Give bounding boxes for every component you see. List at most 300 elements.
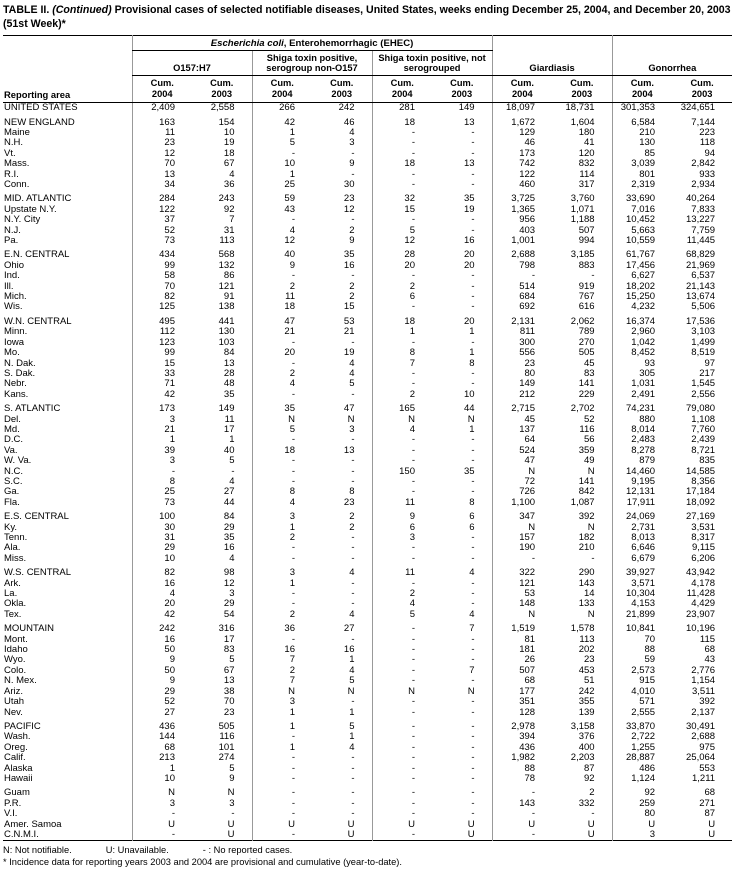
- value-cell: 4: [229, 169, 235, 180]
- value-cell: 21,899: [612, 610, 672, 620]
- value-cell: 181: [492, 645, 552, 655]
- value-cell: 150: [372, 467, 432, 477]
- value-cell: U: [252, 820, 312, 830]
- value-cell: 2,556: [691, 389, 716, 400]
- value-cell: 2: [252, 610, 312, 620]
- value-cell: 149: [218, 404, 235, 415]
- value-cell: 801: [612, 170, 672, 180]
- value-cell: -: [351, 337, 355, 348]
- value-cell: -: [471, 487, 475, 498]
- value-cell: 18: [372, 118, 432, 128]
- cum-year-header: Cum. 2003: [672, 76, 732, 103]
- value-cell: 54: [223, 609, 235, 620]
- value-cell: U: [612, 820, 672, 830]
- value-cell: 37: [132, 215, 192, 225]
- value-cell: 16,374: [612, 317, 672, 327]
- value-cell: -: [231, 466, 235, 477]
- value-cell: 403: [492, 226, 552, 236]
- value-cell: 2: [349, 292, 355, 303]
- value-cell: 143: [578, 578, 595, 589]
- value-cell: -: [471, 763, 475, 774]
- value-cell: -: [351, 578, 355, 589]
- value-cell: 8,013: [612, 533, 672, 543]
- value-cell: -: [252, 635, 312, 645]
- value-cell: 1,519: [492, 624, 552, 634]
- value-cell: -: [471, 445, 475, 456]
- value-cell: 16: [223, 543, 235, 554]
- value-cell: 568: [218, 250, 235, 261]
- value-cell: 7: [469, 665, 475, 676]
- value-cell: 2: [589, 788, 595, 799]
- value-cell: 137: [492, 425, 552, 435]
- table-row: [3, 138, 732, 148]
- value-cell: 742: [492, 159, 552, 169]
- value-cell: 21: [252, 327, 312, 337]
- legend-not-notifiable: N: Not notifiable.: [3, 845, 72, 856]
- reporting-area-cell: Ind.: [4, 271, 20, 282]
- value-cell: 73: [132, 498, 192, 508]
- value-cell: 2,409: [132, 103, 192, 114]
- value-cell: 121: [492, 579, 552, 589]
- value-cell: 10: [223, 127, 235, 138]
- value-cell: -: [132, 809, 192, 819]
- reporting-area-cell: Nebr.: [4, 379, 27, 390]
- value-cell: 33,870: [612, 722, 672, 732]
- value-cell: 84: [223, 512, 235, 523]
- value-cell: 80: [492, 369, 552, 379]
- value-cell: -: [351, 753, 355, 764]
- value-cell: -: [252, 764, 312, 774]
- table-row: [3, 624, 732, 634]
- reporting-area-cell: Ala.: [4, 543, 21, 554]
- reporting-area-cell: N. Mex.: [4, 676, 37, 687]
- value-cell: 33,690: [612, 194, 672, 204]
- value-cell: 2,715: [492, 404, 552, 414]
- shiga-non-o157-header: Shiga toxin positive, serogroup non-O157: [252, 50, 372, 76]
- value-cell: 5: [372, 610, 432, 620]
- value-cell: -: [252, 435, 312, 445]
- value-cell: 4: [372, 599, 432, 609]
- value-cell: -: [351, 466, 355, 477]
- value-cell: 91: [223, 292, 235, 303]
- value-cell: -: [351, 543, 355, 554]
- value-cell: 6,206: [691, 553, 716, 564]
- value-cell: 92: [223, 204, 235, 215]
- value-cell: 72: [492, 477, 552, 487]
- value-cell: N: [492, 523, 552, 533]
- value-cell: 2: [349, 512, 355, 523]
- value-cell: 7,833: [691, 204, 716, 215]
- reporting-area-cell: Del.: [4, 414, 21, 425]
- value-cell: 70: [612, 635, 672, 645]
- value-cell: 144: [132, 732, 192, 742]
- value-cell: 125: [132, 302, 192, 312]
- table-row: [3, 764, 732, 774]
- value-cell: 13,674: [686, 292, 716, 303]
- value-cell: 2,573: [612, 666, 672, 676]
- value-cell: 400: [578, 742, 595, 753]
- value-cell: 35: [464, 466, 475, 477]
- value-cell: 149: [458, 102, 475, 114]
- value-cell: 2,978: [492, 722, 552, 732]
- value-cell: 6,627: [612, 271, 672, 281]
- value-cell: 70: [223, 697, 235, 708]
- value-cell: 6,537: [691, 271, 716, 282]
- footnote-incidence: * Incidence data for reporting years 2003 and 2004 are provisional and cumulative (year-to-date).: [3, 857, 402, 868]
- reporting-area-cell: Maine: [4, 127, 30, 138]
- value-cell: 486: [612, 764, 672, 774]
- value-cell: 12: [132, 149, 192, 159]
- value-cell: 83: [223, 645, 235, 656]
- legend-no-cases: - : No reported cases.: [202, 845, 293, 856]
- value-cell: -: [372, 456, 432, 466]
- value-cell: 139: [578, 707, 595, 718]
- value-cell: 27,169: [686, 512, 716, 523]
- table-row: [3, 180, 732, 190]
- table-row: [3, 477, 732, 487]
- value-cell: 290: [578, 568, 595, 579]
- table-row: [3, 635, 732, 645]
- value-cell: 301,353: [612, 103, 672, 114]
- table-row: [3, 292, 732, 302]
- notifiable-diseases-table: [3, 35, 732, 842]
- value-cell: -: [252, 149, 312, 159]
- reporting-area-cell: Mo.: [4, 348, 20, 359]
- value-cell: 789: [578, 327, 595, 338]
- value-cell: 5: [229, 655, 235, 666]
- value-cell: 1: [132, 435, 192, 445]
- value-cell: 52: [132, 697, 192, 707]
- value-cell: 300: [492, 338, 552, 348]
- value-cell: -: [471, 379, 475, 390]
- value-cell: 271: [699, 798, 716, 809]
- table-row: [3, 446, 732, 456]
- table-row: [3, 250, 732, 260]
- reporting-area-cell: Wyo.: [4, 655, 26, 666]
- value-cell: 217: [699, 368, 716, 379]
- value-cell: 2: [252, 533, 312, 543]
- table-row: [3, 159, 732, 169]
- value-cell: 19: [464, 204, 475, 215]
- value-cell: 11: [372, 498, 432, 508]
- value-cell: N: [587, 522, 595, 533]
- value-cell: 210: [612, 128, 672, 138]
- cum-year-header: Cum. 2004: [132, 76, 192, 103]
- value-cell: 223: [699, 127, 716, 138]
- value-cell: 21: [343, 327, 355, 338]
- value-cell: 177: [492, 687, 552, 697]
- value-cell: 17,911: [612, 498, 672, 508]
- value-cell: -: [252, 338, 312, 348]
- value-cell: -: [372, 149, 432, 159]
- value-cell: N: [372, 687, 432, 697]
- value-cell: 35: [343, 250, 355, 261]
- value-cell: 13,227: [686, 215, 716, 226]
- reporting-area-cell: Ga.: [4, 487, 20, 498]
- value-cell: 93: [612, 359, 672, 369]
- value-cell: 3,571: [612, 579, 672, 589]
- giardiasis-header: Giardiasis: [492, 35, 612, 76]
- value-cell: 811: [492, 327, 552, 337]
- value-cell: 99: [132, 348, 192, 358]
- value-cell: 43: [704, 655, 716, 666]
- value-cell: 322: [492, 568, 552, 578]
- value-cell: 5: [349, 676, 355, 687]
- value-cell: -: [372, 732, 432, 742]
- table-row: [3, 404, 732, 414]
- value-cell: 47: [492, 456, 552, 466]
- reporting-area-cell: W.N. CENTRAL: [4, 316, 72, 327]
- value-cell: -: [471, 148, 475, 159]
- value-cell: 441: [218, 316, 235, 327]
- value-cell: 18: [372, 159, 432, 169]
- value-cell: -: [252, 271, 312, 281]
- value-cell: 122: [492, 170, 552, 180]
- value-cell: 18,092: [686, 497, 716, 508]
- value-cell: -: [252, 799, 312, 809]
- value-cell: -: [471, 533, 475, 543]
- value-cell: 5,506: [691, 302, 716, 313]
- value-cell: -: [252, 390, 312, 400]
- value-cell: 133: [578, 599, 595, 610]
- value-cell: 571: [612, 697, 672, 707]
- value-cell: 1: [252, 128, 312, 138]
- value-cell: -: [132, 830, 192, 841]
- value-cell: -: [372, 624, 432, 634]
- value-cell: -: [471, 180, 475, 190]
- value-cell: 16: [252, 645, 312, 655]
- value-cell: 67: [223, 159, 235, 170]
- cum-year-header: Cum. 2004: [492, 76, 552, 103]
- reporting-area-cell: N.H.: [4, 138, 23, 149]
- value-cell: 975: [699, 742, 716, 753]
- value-cell: -: [252, 788, 312, 798]
- value-cell: 98: [223, 568, 235, 579]
- value-cell: 23: [223, 707, 235, 718]
- reporting-area-cell: Conn.: [4, 180, 30, 190]
- value-cell: 115: [699, 634, 716, 645]
- value-cell: 40: [252, 250, 312, 260]
- value-cell: 281: [372, 103, 432, 114]
- value-cell: 31: [132, 533, 192, 543]
- value-cell: 4,232: [612, 302, 672, 312]
- table-row: [3, 467, 732, 477]
- reporting-area-cell: Wis.: [4, 302, 23, 313]
- value-cell: -: [351, 271, 355, 282]
- table-row: [3, 118, 732, 128]
- value-cell: -: [471, 302, 475, 313]
- value-cell: 84: [223, 348, 235, 359]
- value-cell: 317: [578, 180, 595, 190]
- value-cell: 1,672: [492, 118, 552, 128]
- reporting-area-cell: C.N.M.I.: [4, 829, 39, 840]
- value-cell: 3: [612, 830, 672, 841]
- value-cell: -: [372, 666, 432, 676]
- value-cell: 2,731: [612, 523, 672, 533]
- value-cell: 173: [132, 404, 192, 414]
- value-cell: 13: [223, 358, 235, 369]
- value-cell: 56: [584, 435, 595, 446]
- value-cell: 1,211: [692, 773, 716, 784]
- value-cell: 18,097: [492, 103, 552, 114]
- table-body: [3, 103, 732, 841]
- value-cell: 190: [492, 543, 552, 553]
- value-cell: 1,982: [492, 753, 552, 763]
- value-cell: -: [471, 138, 475, 149]
- value-cell: 1,108: [691, 414, 716, 425]
- value-cell: 6: [372, 523, 432, 533]
- legend-line: [3, 844, 732, 856]
- value-cell: 11: [132, 128, 192, 138]
- value-cell: 1: [229, 435, 235, 446]
- value-cell: 42: [132, 610, 192, 620]
- value-cell: -: [372, 477, 432, 487]
- value-cell: 5: [372, 226, 432, 236]
- table-row: [3, 599, 732, 609]
- value-cell: 154: [218, 117, 235, 128]
- reporting-area-cell: Tex.: [4, 609, 22, 620]
- table-row: [3, 687, 732, 697]
- value-cell: 14: [584, 589, 595, 600]
- value-cell: 52: [132, 226, 192, 236]
- value-cell: 3,158: [570, 721, 595, 732]
- table-row: [3, 589, 732, 599]
- value-cell: 505: [218, 721, 235, 732]
- value-cell: 2: [372, 589, 432, 599]
- value-cell: 1,071: [570, 204, 595, 215]
- reporting-area-cell: Ill.: [4, 281, 14, 292]
- value-cell: 182: [578, 533, 595, 543]
- value-cell: 879: [612, 456, 672, 466]
- value-cell: 30: [132, 523, 192, 533]
- value-cell: 359: [578, 445, 595, 456]
- value-cell: 2: [372, 282, 432, 292]
- table-row: [3, 435, 732, 445]
- value-cell: 202: [578, 645, 595, 656]
- value-cell: 266: [252, 103, 312, 114]
- value-cell: -: [351, 533, 355, 543]
- value-cell: -: [252, 599, 312, 609]
- value-cell: 274: [218, 753, 235, 764]
- value-cell: 113: [579, 634, 595, 645]
- value-cell: 2,776: [691, 665, 716, 676]
- value-cell: 20: [372, 261, 432, 271]
- value-cell: N: [132, 788, 192, 798]
- value-cell: U: [467, 829, 475, 840]
- value-cell: U: [372, 820, 432, 830]
- value-cell: 7,144: [691, 117, 716, 128]
- value-cell: N: [347, 414, 355, 425]
- value-cell: 68: [704, 645, 716, 656]
- value-cell: U: [587, 819, 595, 830]
- table-row: [3, 338, 732, 348]
- table-row: [3, 282, 732, 292]
- value-cell: 46: [343, 117, 355, 128]
- table-row: [3, 215, 732, 225]
- value-cell: 4: [349, 665, 355, 676]
- value-cell: 8,721: [691, 445, 716, 456]
- value-cell: 36: [223, 180, 235, 190]
- value-cell: 1,042: [612, 338, 672, 348]
- value-cell: 27: [132, 708, 192, 718]
- value-cell: 933: [699, 169, 716, 180]
- value-cell: 507: [492, 666, 552, 676]
- value-cell: 4: [349, 568, 355, 579]
- reporting-area-cell: N. Dak.: [4, 358, 36, 369]
- value-cell: 1: [252, 170, 312, 180]
- reporting-area-cell: La.: [4, 589, 18, 600]
- value-cell: -: [351, 476, 355, 487]
- value-cell: 259: [612, 799, 672, 809]
- value-cell: 101: [218, 742, 235, 753]
- value-cell: 316: [218, 624, 235, 635]
- value-cell: 132: [218, 260, 235, 271]
- value-cell: 10,452: [612, 215, 672, 225]
- value-cell: 12: [343, 204, 355, 215]
- value-cell: -: [471, 169, 475, 180]
- value-cell: 355: [578, 697, 595, 708]
- value-cell: 34: [132, 180, 192, 190]
- reporting-area-cell: Guam: [4, 788, 30, 799]
- value-cell: -: [372, 180, 432, 190]
- value-cell: 6,679: [612, 554, 672, 564]
- value-cell: -: [492, 809, 552, 819]
- legend-unavailable: U: Unavailable.: [105, 845, 169, 856]
- value-cell: 2: [252, 666, 312, 676]
- value-cell: 1: [252, 743, 312, 753]
- value-cell: 10: [464, 389, 475, 400]
- value-cell: -: [351, 456, 355, 467]
- value-cell: -: [252, 543, 312, 553]
- table-row: [3, 425, 732, 435]
- value-cell: 242: [578, 686, 595, 697]
- value-cell: 767: [578, 292, 595, 303]
- value-cell: 9: [229, 773, 235, 784]
- reporting-area-cell: MID. ATLANTIC: [4, 194, 72, 205]
- value-cell: N: [252, 415, 312, 425]
- value-cell: -: [471, 809, 475, 820]
- value-cell: 842: [578, 487, 595, 498]
- value-cell: 5: [229, 763, 235, 774]
- value-cell: 2,137: [691, 707, 716, 718]
- value-cell: 149: [492, 379, 552, 389]
- value-cell: 18: [372, 317, 432, 327]
- value-cell: -: [372, 697, 432, 707]
- value-cell: 92: [584, 773, 595, 784]
- value-cell: -: [252, 359, 312, 369]
- value-cell: 15,250: [612, 292, 672, 302]
- value-cell: -: [591, 809, 595, 820]
- value-cell: 1,124: [612, 774, 672, 784]
- value-cell: -: [252, 456, 312, 466]
- value-cell: 9: [252, 261, 312, 271]
- value-cell: 130: [218, 327, 235, 338]
- value-cell: 27: [223, 487, 235, 498]
- value-cell: -: [372, 743, 432, 753]
- reporting-area-cell: Miss.: [4, 553, 27, 564]
- reporting-area-cell: Vt.: [4, 148, 16, 159]
- value-cell: 58: [132, 271, 192, 281]
- value-cell: 242: [338, 102, 355, 114]
- value-cell: -: [372, 369, 432, 379]
- value-cell: 7,760: [691, 424, 716, 435]
- reporting-area-cell: Mass.: [4, 159, 30, 170]
- value-cell: 7,759: [691, 225, 716, 236]
- value-cell: 5: [252, 425, 312, 435]
- o157-h7-header: O157:H7: [132, 50, 252, 76]
- value-cell: -: [372, 788, 432, 798]
- value-cell: 129: [492, 128, 552, 138]
